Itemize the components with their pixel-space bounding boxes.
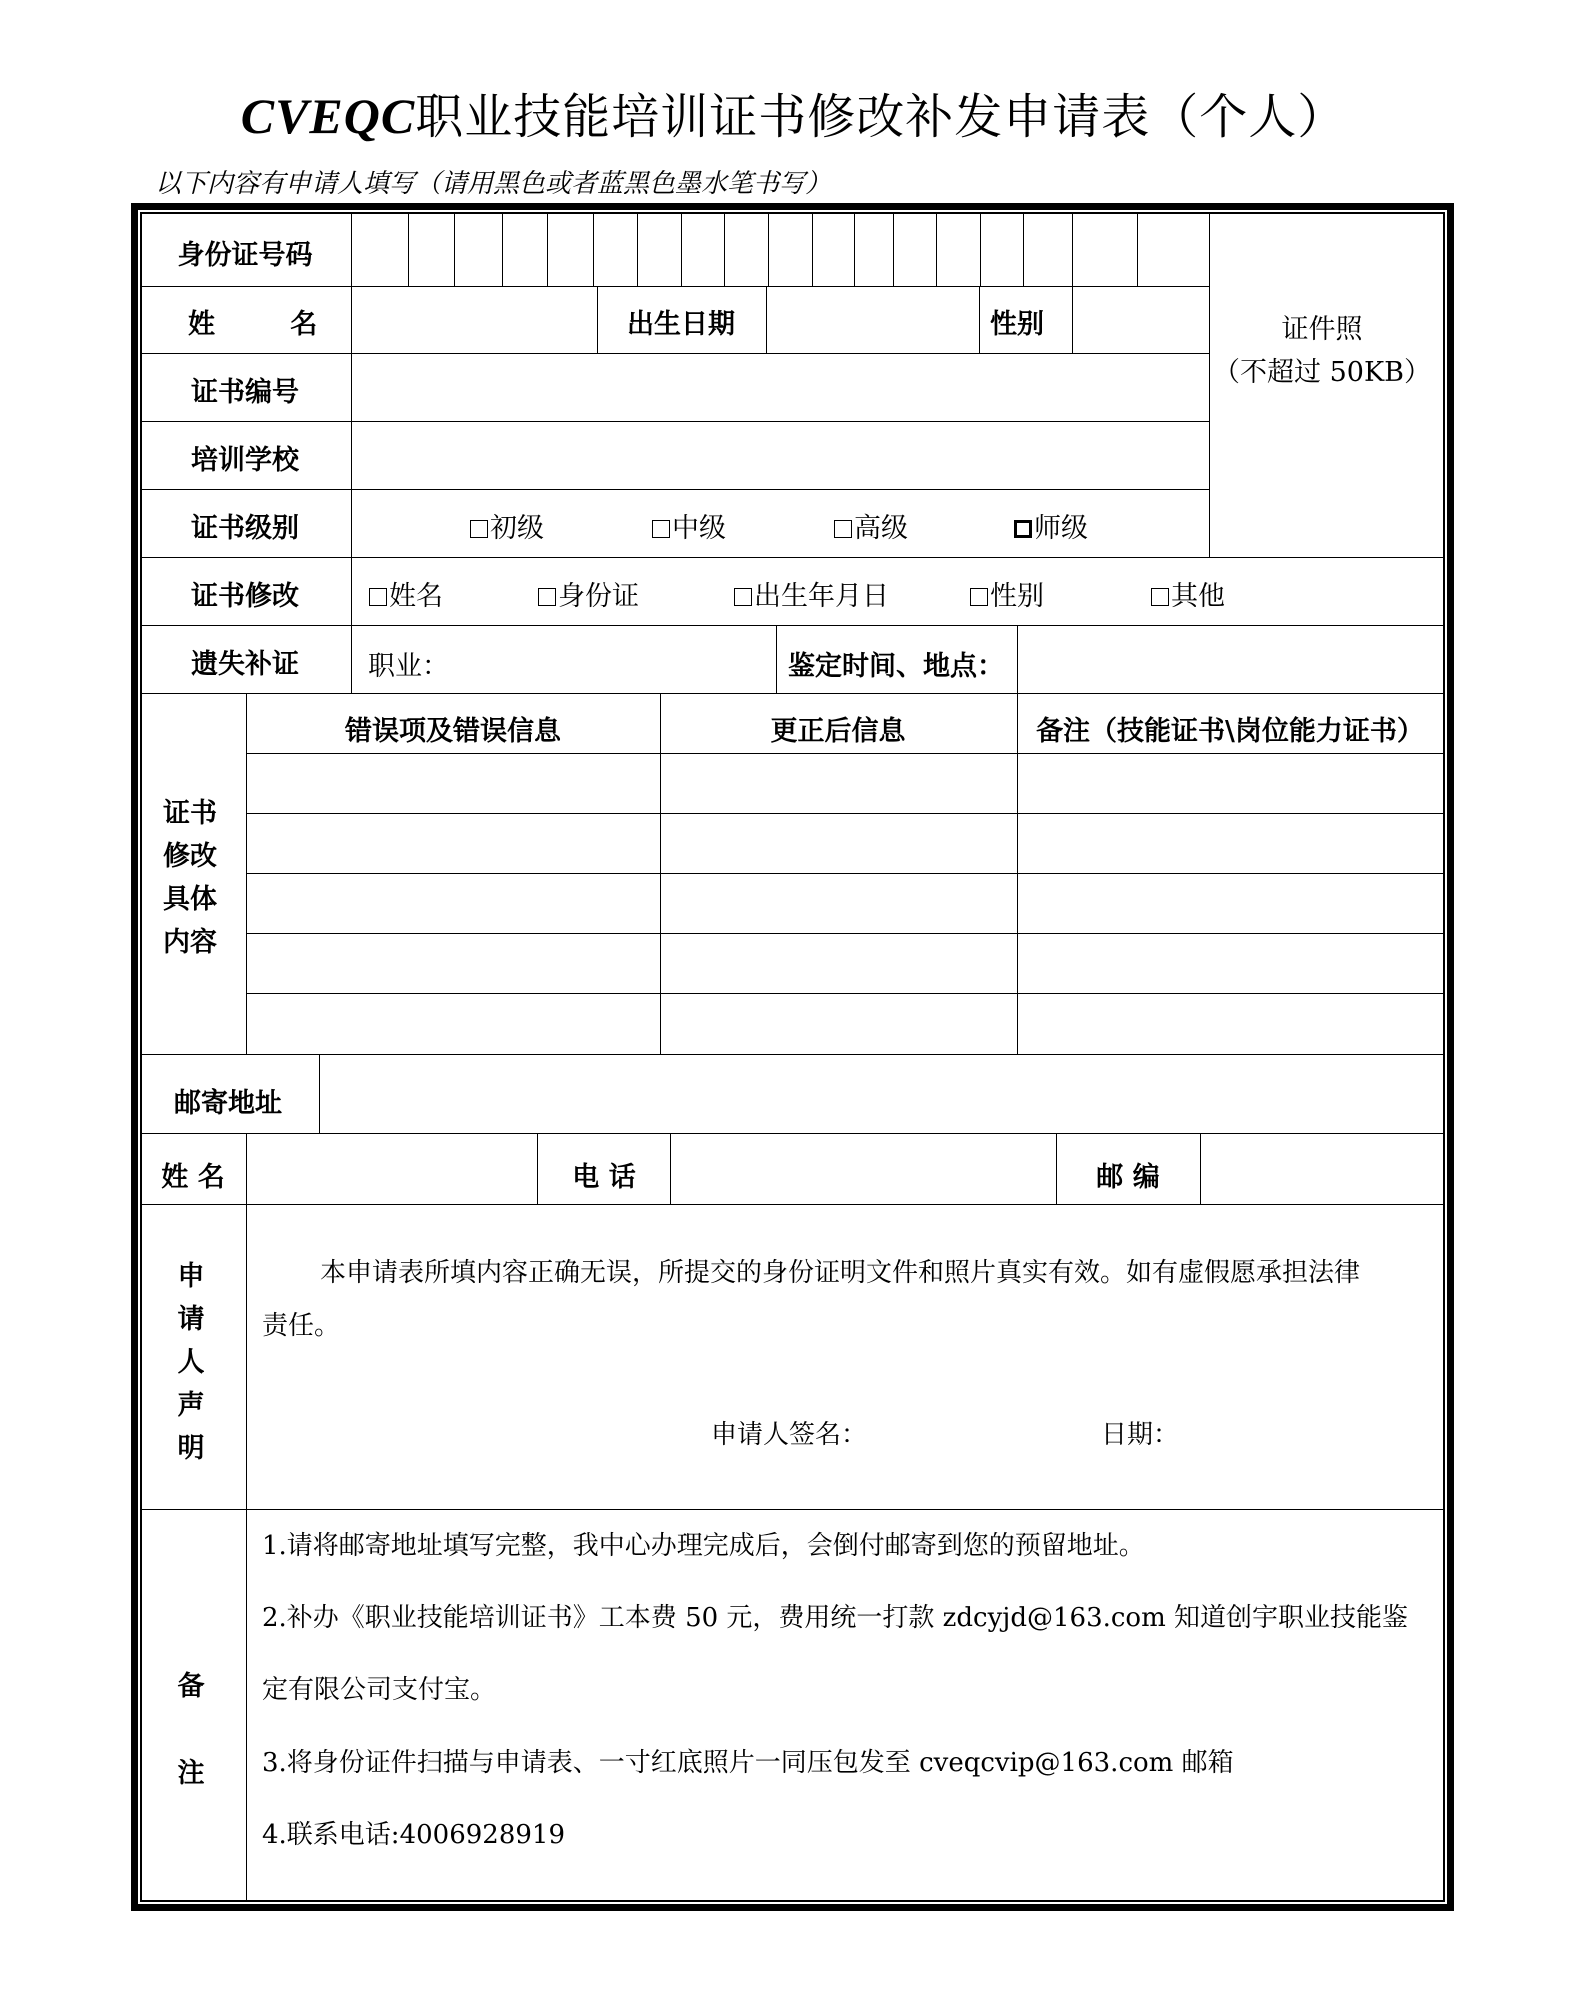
declaration-line-1: 本申请表所填内容正确无误，所提交的身份证明文件和照片真实有效。如有虚假愿承担法律 [320,1258,1361,1288]
checkbox-icon [652,520,670,538]
level-option-master[interactable]: 师级 [1014,506,1088,545]
modify-option-name[interactable]: 姓名 [369,574,443,613]
cert-level-label: 证书级别 [191,513,299,544]
postcode-field[interactable] [1201,1134,1444,1203]
note-3: 3.将身份证件扫描与申请表、一寸红底照片一同压包发至 cveqcvip@163.com 邮箱 [262,1748,1234,1778]
checkbox-icon [369,588,387,606]
recipient-name-label: 姓 名 [161,1162,225,1193]
checkbox-icon [734,588,752,606]
checkbox-icon [1151,588,1169,606]
col-error-header: 错误项及错误信息 [345,716,561,747]
lost-reissue-label: 遗失补证 [191,649,299,680]
form-instruction: 以下内容有申请人填写（请用黑色或者蓝黑色墨水笔书写） [155,169,832,199]
phone-label: 电 话 [572,1162,636,1193]
title-text: 职业技能培训证书修改补发申请表（个人） [415,89,1347,145]
photo-size-note: （不超过 50KB） [1213,357,1431,388]
modify-detail-label: 证书修改具体内容 [163,798,217,958]
col-corrected-header: 更正后信息 [770,716,906,747]
declaration-date-label: 日期： [1101,1420,1180,1450]
gender-field[interactable] [1073,287,1208,352]
birth-date-label: 出生日期 [627,309,735,340]
recipient-name-field[interactable] [247,1134,536,1203]
appraisal-field[interactable] [1018,626,1444,692]
postcode-label: 邮 编 [1096,1162,1160,1193]
signature-field[interactable] [862,1404,1092,1448]
modify-option-id[interactable]: 身份证 [538,574,639,613]
declaration-date-field[interactable] [1173,1404,1423,1448]
note-2: 2.补办《职业技能培训证书》工本费 50 元，费用统一打款 zdcyjd@163.com 知道创宇职业技能鉴 [262,1603,1409,1633]
checkbox-icon [970,588,988,606]
id-number-field[interactable] [352,213,1208,285]
declaration-label: 申请人声明 [177,1261,205,1464]
note-1: 1.请将邮寄地址填写完整，我中心办理完成后，会倒付邮寄到您的预留地址。 [262,1531,1145,1561]
school-label: 培训学校 [191,445,299,476]
id-number-label: 身份证号码 [177,240,313,271]
name-field[interactable] [352,287,596,352]
title-brand: CVEQC [240,88,416,144]
col-remark-header: 备注（技能证书\岗位能力证书） [1036,716,1424,747]
school-field[interactable] [352,422,1208,488]
checkbox-icon [834,520,852,538]
note-4: 4.联系电话:4006928919 [262,1820,565,1850]
cert-number-label: 证书编号 [191,377,299,408]
mail-address-label: 邮寄地址 [174,1088,282,1119]
declaration-line-2: 责任。 [262,1311,341,1341]
checkbox-icon [538,588,556,606]
gender-label: 性别 [990,309,1044,340]
signature-label: 申请人签名： [711,1420,868,1450]
cert-modify-label: 证书修改 [191,581,299,612]
modify-option-gender[interactable]: 性别 [970,574,1044,613]
page-title [0,78,1587,147]
name-label: 姓 名 [188,309,318,340]
note-2-continued: 定有限公司支付宝。 [262,1675,497,1705]
cert-number-field[interactable] [352,354,1208,420]
phone-field[interactable] [671,1134,1055,1203]
occupation-label: 职业： [368,651,449,682]
appraisal-label: 鉴定时间、地点： [788,651,1004,682]
level-option-intermediate[interactable]: 中级 [652,506,726,545]
level-option-junior[interactable]: 初级 [470,506,544,545]
checkbox-icon [470,520,488,538]
remarks-label: 备注 [177,1671,205,1789]
photo-label: 证件照 [1281,314,1363,345]
modify-detail-rows[interactable] [247,754,1444,1053]
modify-option-other[interactable]: 其他 [1151,574,1225,613]
birth-date-field[interactable] [767,287,978,352]
modify-option-birthdate[interactable]: 出生年月日 [734,574,889,613]
mail-address-field[interactable] [320,1055,1444,1132]
occupation-field[interactable] [430,626,775,692]
level-option-senior[interactable]: 高级 [834,506,908,545]
checkbox-icon [1014,520,1032,538]
